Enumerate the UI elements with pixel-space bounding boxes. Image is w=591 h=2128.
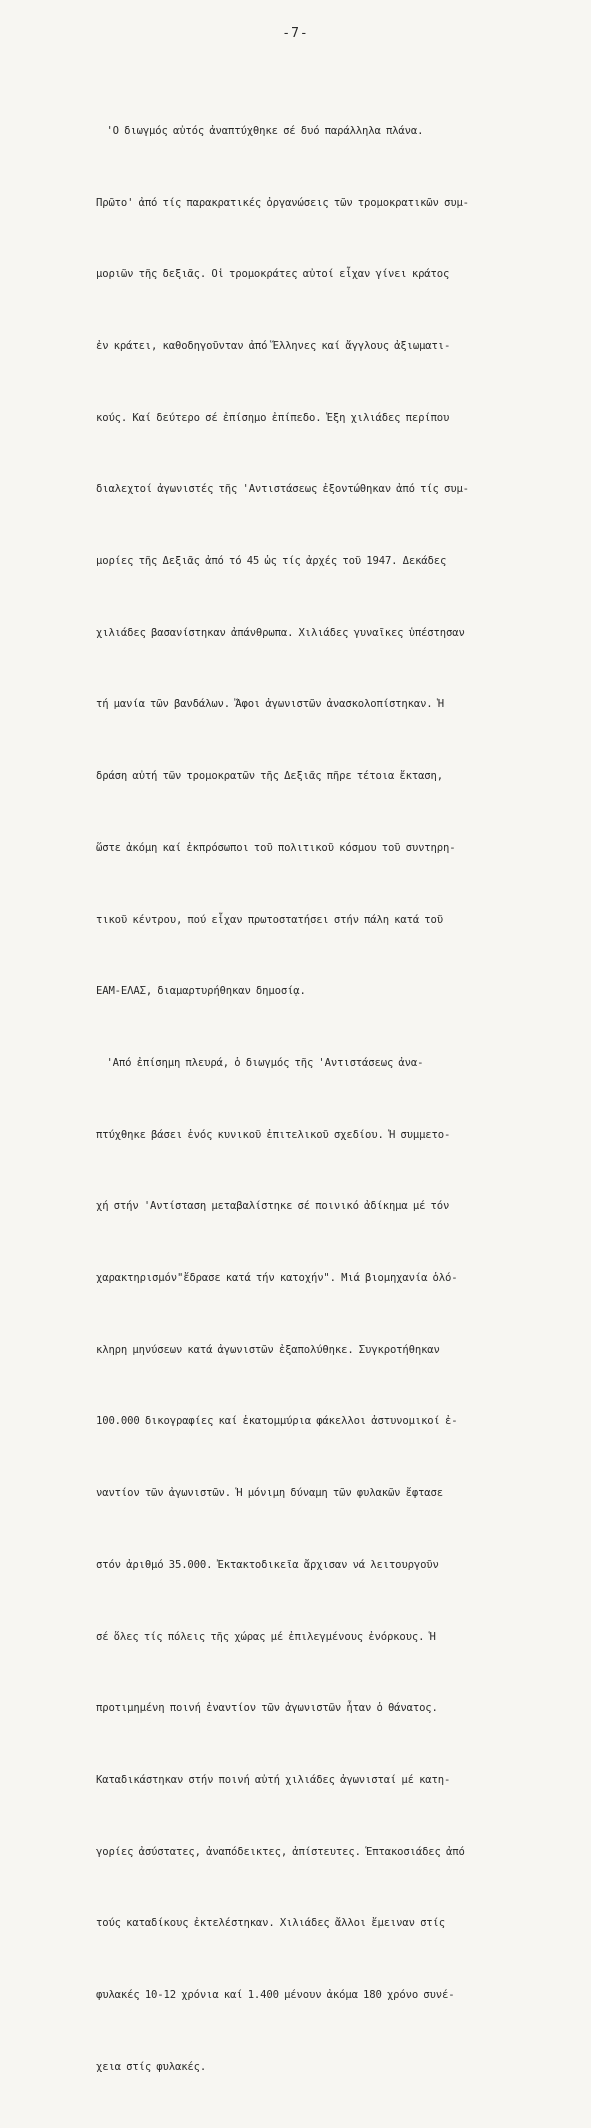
text-line: μορίες τῆς Δεξιᾶς ἀπό τό 45 ὡς τίς ἀρχές τοῦ 1947. Δεκάδες (96, 555, 447, 568)
text-line: κληρη μηνύσεων κατά ἀγωνιστῶν ἐξαπολύθηκε. Συγκροτήθηκαν (96, 1343, 440, 1356)
text-line: μοριῶν τῆς δεξιᾶς. Οἱ τρομοκράτες αὐτοί εἶχαν γίνει κράτος (96, 268, 450, 281)
text-line: διαλεχτοί ἀγωνιστές τῆς 'Αντιστάσεως ἐξοντώθηκαν ἀπό τίς συμ- (96, 483, 469, 496)
body-text (96, 72, 566, 2128)
text-line: δράση αὐτή τῶν τρομοκρατῶν τῆς Δεξιᾶς πῆρε τέτοια ἔκταση, (96, 770, 443, 783)
text-line: τικοῦ κέντρου, πού εἶχαν πρωτοστατήσει στήν πάλη κατά τοῦ (96, 913, 443, 926)
text-line: τούς καταδίκους ἐκτελέστηκαν. Χιλιάδες ἄλλοι ἔμειναν στίς (96, 1917, 445, 1930)
text-line: τή μανία τῶν βανδάλων. Ἄφοι ἀγωνιστῶν ἀνασκολοπίστηκαν. Ἡ (96, 698, 444, 711)
text-line: προτιμημένη ποινή ἐναντίον τῶν ἀγωνιστῶν ἦταν ὁ θάνατος. (96, 1702, 438, 1715)
text-line: χή στήν 'Αντίσταση μεταβαλίστηκε σέ ποινικό ἀδίκημα μέ τόν (96, 1200, 450, 1213)
text-line: ναντίον τῶν ἀγωνιστῶν. Ἡ μόνιμη δύναμη τῶν φυλακῶν ἔφτασε (96, 1487, 443, 1500)
text-line: 'Ο διωγμός αὐτός ἀναπτύχθηκε σέ δυό παράλληλα πλάνα. (96, 124, 424, 137)
text-line: γορίες ἀσύστατες, ἀναπόδεικτες, ἀπίστευτες. Ἑπτακοσιάδες ἀπό (96, 1845, 465, 1858)
text-line: ΕΑΜ-ΕΛΑΣ, διαμαρτυρήθηκαν δημοσίᾳ. (96, 985, 306, 998)
text-line: Καταδικάστηκαν στήν ποινή αὐτή χιλιάδες ἀγωνισταί μέ κατη- (96, 1773, 451, 1786)
text-line: χαρακτηρισμόν"ἔδρασε κατά τήν κατοχήν". Μιά βιομηχανία ὁλό- (96, 1272, 458, 1285)
page-number: -7- (282, 26, 309, 41)
text-line: Πρῶτο' ἀπό τίς παρακρατικές ὀργανώσεις τῶν τρομοκρατικῶν συμ- (96, 196, 469, 209)
text-line: 100.000 δικογραφίες καί ἑκατομμύρια φάκελλοι ἀστυνομικοί ἐ- (96, 1415, 458, 1428)
text-line: πτύχθηκε βάσει ἑνός κυνικοῦ ἐπιτελικοῦ σχεδίου. Ἡ συμμετο- (96, 1128, 451, 1141)
text-line: φυλακές 10-12 χρόνια καί 1.400 μένουν ἀκόμα 180 χρόνο συνέ- (96, 1989, 455, 2002)
text-line: ἐν κράτει, καθοδηγοῦνταν ἀπό Ἕλληνες καί ἄγγλους ἀξιωματι- (96, 339, 451, 352)
text-line: χεια στίς φυλακές. (96, 2060, 207, 2073)
text-line: χιλιάδες βασανίστηκαν ἀπάνθρωπα. Χιλιάδες γυναῖκες ὑπέστησαν (96, 626, 465, 639)
text-line: κούς. Καί δεύτερο σέ ἐπίσημο ἐπίπεδο. Ἑξη χιλιάδες περίπου (96, 411, 450, 424)
text-line: 'Από ἐπίσημη πλευρά, ὁ διωγμός τῆς 'Αντιστάσεως ἀνα- (96, 1056, 424, 1069)
text-line: στόν ἀριθμό 35.000. Ἐκτακτοδικεῖα ἄρχισαν νά λειτουργοῦν (96, 1558, 439, 1571)
text-line: ὥστε ἀκόμη καί ἐκπρόσωποι τοῦ πολιτικοῦ κόσμου τοῦ συντηρη- (96, 841, 456, 854)
text-line: σέ ὅλες τίς πόλεις τῆς χώρας μέ ἐπιλεγμένους ἐνόρκους. Ἡ (96, 1630, 436, 1643)
